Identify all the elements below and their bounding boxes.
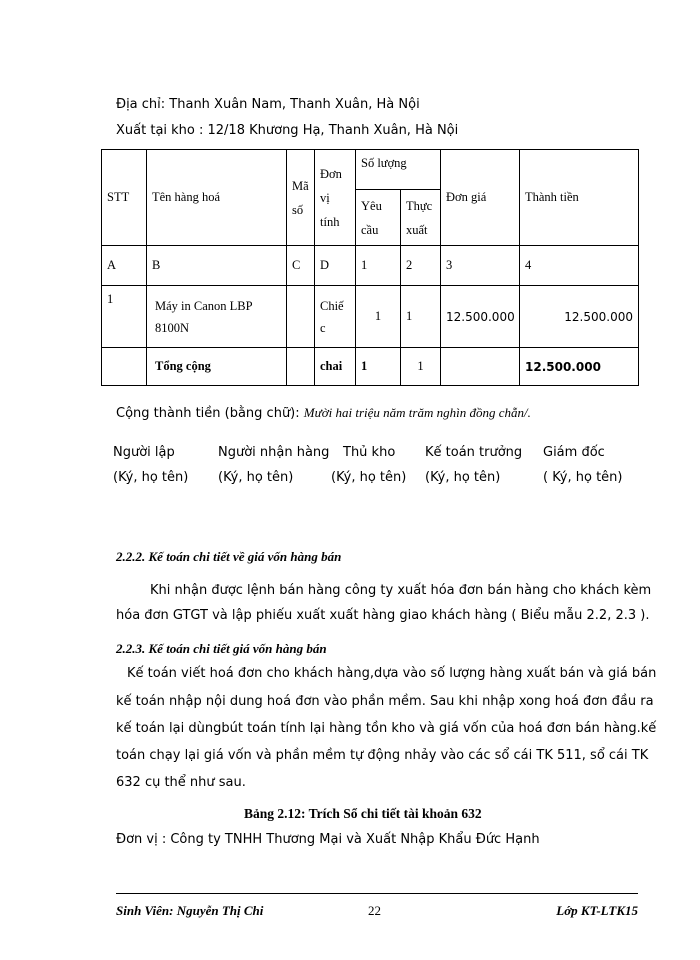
total-qty-actual: 1: [401, 348, 441, 386]
row-code: [287, 286, 315, 348]
total-unit: chai: [315, 348, 356, 386]
header-name: Tên hàng hoá: [147, 150, 287, 246]
header-qty-actual: Thực xuất: [401, 190, 441, 246]
section-223-line: kế toán lại dùngbút toán tính lại hàng tồn kho và giá vốn của hoá đơn bán hàng.kế: [116, 721, 657, 736]
total-qty-required: 1: [356, 348, 401, 386]
row-stt: 1: [102, 286, 147, 348]
row-price: 12.500.000: [441, 286, 520, 348]
signature-role: Giám đốc: [543, 445, 605, 460]
header-unit: Đơn vị tính: [315, 150, 356, 246]
section-222-line: hóa đơn GTGT và lập phiếu xuất xuất hàng giao khách hàng ( Biểu mẫu 2.2, 2.3 ).: [116, 608, 650, 623]
row-amount: 12.500.000: [520, 286, 639, 348]
section-222-heading: 2.2.2. Kế toán chi tiết về giá vốn hàng bán: [116, 549, 342, 564]
signature-role: Kế toán trưởng: [425, 445, 523, 460]
letter-row: [102, 246, 639, 286]
signature-note: ( Ký, họ tên): [543, 470, 623, 485]
row-qty-required: 1: [356, 286, 401, 348]
row-qty-actual: 1: [401, 286, 441, 348]
total-row: [102, 348, 639, 386]
section-223-line: Kế toán viết hoá đơn cho khách hàng,dựa vào số lượng hàng xuất bán và giá bán: [127, 666, 657, 681]
letter-cell: 3: [441, 246, 520, 286]
header-amount: Thành tiền: [520, 150, 639, 246]
goods-issue-table: [101, 149, 639, 386]
footer-divider: [116, 893, 638, 894]
unit-line: Đơn vị : Công ty TNHH Thương Mại và Xuất Nhập Khẩu Đức Hạnh: [116, 832, 540, 847]
signature-role: Thủ kho: [343, 445, 396, 460]
signature-role: Người lập: [113, 445, 175, 460]
address-line: Địa chỉ: Thanh Xuân Nam, Thanh Xuân, Hà Nội: [116, 97, 420, 112]
footer-student: Sinh Viên: Nguyễn Thị Chi: [116, 903, 264, 918]
letter-cell: B: [147, 246, 287, 286]
signature-role: Người nhận hàng: [218, 445, 330, 460]
letter-cell: A: [102, 246, 147, 286]
warehouse-line: Xuất tại kho : 12/18 Khương Hạ, Thanh Xuân, Hà Nội: [116, 123, 459, 138]
section-222-line: Khi nhận được lệnh bán hàng công ty xuất hóa đơn bán hàng cho khách kèm: [150, 583, 652, 598]
section-223-heading: 2.2.3. Kế toán chi tiết giá vốn hàng bán: [116, 641, 327, 656]
header-code: Mã số: [287, 150, 315, 246]
letter-cell: 4: [520, 246, 639, 286]
header-quantity: Số lượng: [356, 150, 441, 190]
footer-class: Lớp KT-LTK15: [556, 903, 638, 918]
letter-cell: 1: [356, 246, 401, 286]
row-unit: Chiế c: [315, 286, 356, 348]
header-price: Đơn giá: [441, 150, 520, 246]
table-caption: Bảng 2.12: Trích Sổ chi tiết tài khoản 632: [244, 806, 482, 821]
signature-note: (Ký, họ tên): [113, 470, 189, 485]
header-qty-required: Yêu cầu: [356, 190, 401, 246]
section-223-line: toán chạy lại giá vốn và phần mềm tự động nhảy vào các sổ cái TK 511, sổ cái TK: [116, 748, 649, 763]
page-number: 22: [368, 903, 381, 918]
letter-cell: 2: [401, 246, 441, 286]
amount-in-words-value: Mười hai triệu năm trăm nghìn đồng chẵn/.: [303, 405, 531, 420]
letter-cell: C: [287, 246, 315, 286]
total-amount: 12.500.000: [520, 348, 639, 386]
header-stt: STT: [102, 150, 147, 246]
table-row: [102, 286, 639, 348]
amount-in-words: [116, 405, 531, 421]
section-223-line: kế toán nhập nội dung hoá đơn vào phần mềm. Sau khi nhập xong hoá đơn đầu ra: [116, 694, 654, 709]
section-223-line: 632 cụ thể như sau.: [116, 775, 246, 790]
signature-note: (Ký, họ tên): [218, 470, 294, 485]
signature-note: (Ký, họ tên): [331, 470, 407, 485]
table-header-row: [102, 150, 639, 190]
row-name: Máy in Canon LBP 8100N: [147, 286, 287, 348]
letter-cell: D: [315, 246, 356, 286]
amount-in-words-label: Cộng thành tiền (bằng chữ):: [116, 406, 300, 421]
total-label: Tổng cộng: [147, 348, 287, 386]
signature-note: (Ký, họ tên): [425, 470, 501, 485]
